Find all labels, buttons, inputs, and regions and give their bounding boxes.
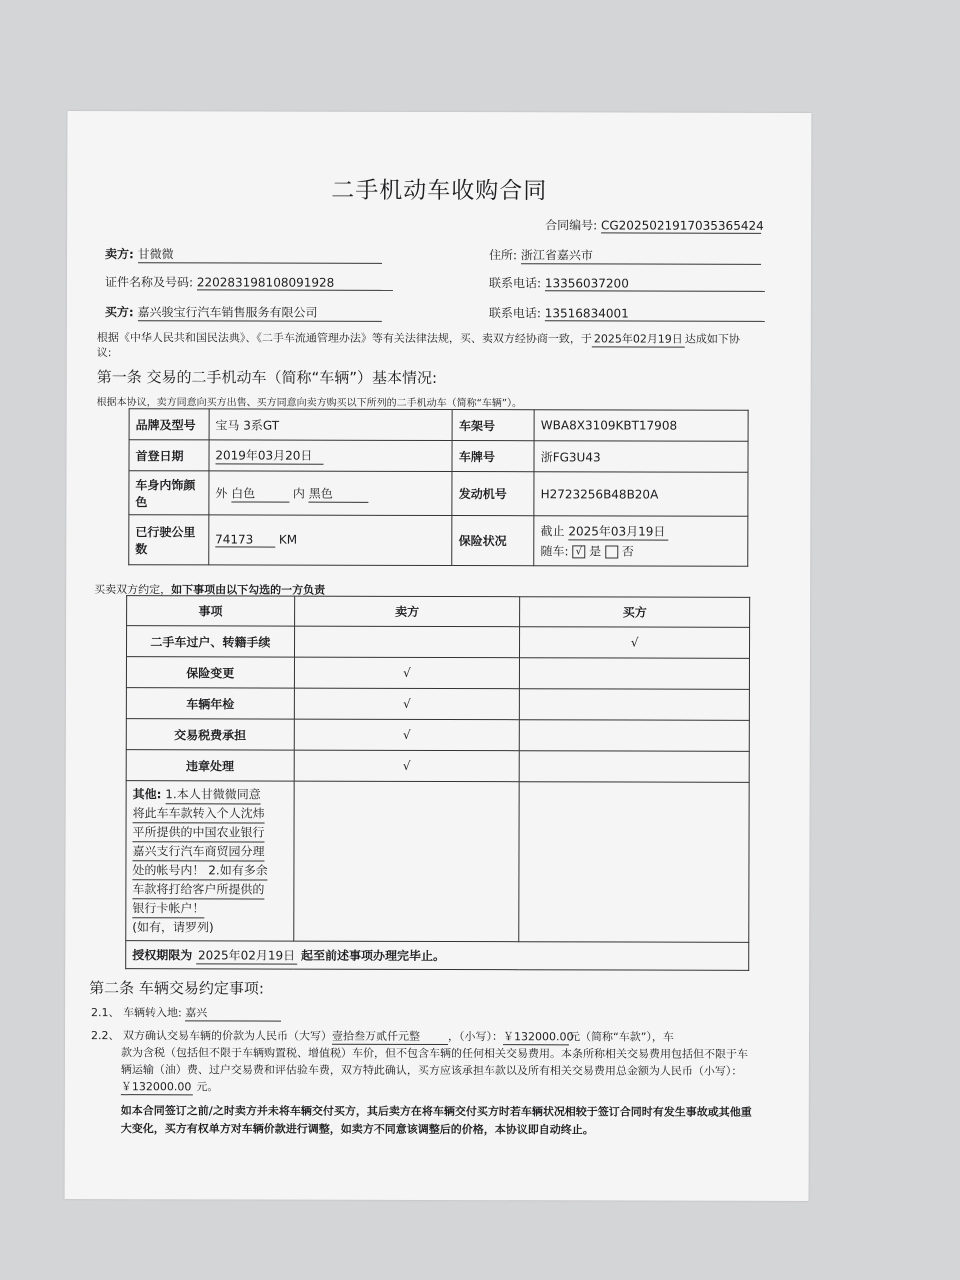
clause-2-2-line-1: 2.2、 双方确认交易车辆的价款为人民币（大写）壹拾叁万贰仟元整 ，（小写）：￥132000.00元（简称“车款”），车 bbox=[90, 1029, 674, 1044]
intro-line: 根据《中华人民共和国民法典》、《二手车流通管理办法》等有关法律法规，买、卖双方经协商一致，于 2025年02月19日 达成如下协 bbox=[96, 331, 740, 346]
reg-date-label: 首登日期 bbox=[129, 440, 209, 471]
vin-label: 车架号 bbox=[452, 410, 534, 441]
table-row: 车辆年检 √ bbox=[126, 688, 749, 721]
brand-value: 宝马 3系GT bbox=[209, 409, 453, 441]
interior-color: 黑色 bbox=[309, 484, 369, 502]
article-2-heading: 第二条 车辆交易约定事项: bbox=[89, 979, 264, 998]
vin-value: WBA8X3109KBT17908 bbox=[534, 410, 748, 442]
color-label: 车身内饰颜色 bbox=[129, 471, 209, 515]
duties-table bbox=[125, 595, 750, 971]
seller-phone: 13356037200 bbox=[545, 276, 765, 292]
vehicle-info-table bbox=[128, 408, 748, 567]
article-1-desc: 根据本协议，卖方同意向买方出售、买方同意向卖方购买以下所列的二手机动车（简称“车辆”）。 bbox=[96, 397, 523, 410]
brand-label: 品牌及型号 bbox=[129, 409, 209, 440]
buyer-name: 嘉兴骏宝行汽车销售服务有限公司 bbox=[138, 303, 382, 322]
plate-label: 车牌号 bbox=[452, 441, 534, 472]
bold-clause-line-1: 如本合同签订之前/之时卖方并未将车辆交付买方，其后卖方在将车辆交付买方时若车辆状况相较于签订合同时有发生事故或其他重 bbox=[120, 1104, 752, 1119]
other-row bbox=[126, 781, 749, 943]
clause-2-2-total: ￥132000.00 元。 bbox=[120, 1080, 219, 1094]
insurance-yes-checkbox: √ bbox=[572, 545, 585, 558]
clause-2-2-line-3: 辆运输（油）费、过户交易费和评估验车费，双方特此确认，买方应该承担车款以及所有相关交易费用总金额为人民币（小写）： bbox=[120, 1063, 743, 1078]
insurance-no-checkbox bbox=[605, 545, 618, 558]
exterior-color: 白色 bbox=[231, 484, 289, 502]
id-row: 证件名称及号码: 220283198108091928 bbox=[105, 273, 393, 291]
bold-clause-line-2: 大变化，买方有权单方对车辆价款进行调整，如卖方不同意该调整后的价格，本协议即自动终止。 bbox=[120, 1122, 594, 1137]
address-row: 住所: 浙江省嘉兴市 bbox=[489, 246, 761, 265]
seller-address: 浙江省嘉兴市 bbox=[521, 246, 761, 265]
clause-2-2-line-2: 款为含税（包括但不限于车辆购置税、增值税）车价，但不包含车辆的任何相关交易费用。本条所称相关交易费用包括但不限于车 bbox=[120, 1046, 748, 1061]
authorization-period: 授权期限为 2025年02月19日 起至前述事项办理完毕止。 bbox=[126, 941, 749, 971]
mileage-label: 已行驶公里数 bbox=[129, 515, 209, 565]
plate-value: 浙FG3U43 bbox=[534, 441, 748, 473]
intro-line-2: 议: bbox=[96, 346, 112, 360]
contract-number: 合同编号: CG2025021917035365424 bbox=[545, 218, 764, 233]
table-row: 交易税费承担 √ bbox=[126, 719, 749, 752]
buyer-row: 买方: 嘉兴骏宝行汽车销售服务有限公司 bbox=[105, 303, 382, 322]
buyer-phone: 13516834001 bbox=[545, 306, 765, 322]
seller-phone-row: 联系电话: 13356037200 bbox=[489, 274, 765, 292]
article-1-heading: 第一条 交易的二手机动车（简称“车辆”）基本情况: bbox=[96, 368, 438, 387]
reg-date-value: 2019年03月20日 bbox=[215, 446, 323, 464]
insurance-label: 保险状况 bbox=[452, 516, 534, 566]
other-terms: 其他: 1.本人甘微微同意 将此车车款转入个人沈炜 平所提供的中国农业银行 嘉兴支行汽车商贸园分理 处的帐号内！ 2.如有多余 车款将打给客户所提供的 银行卡帐户！ (如有，请罗列) bbox=[126, 781, 294, 941]
col-seller-header: 卖方 bbox=[294, 596, 520, 627]
insurance-value: 截止 2025年03月19日 随车: √ 是 否 bbox=[534, 516, 748, 567]
buyer-phone-row: 联系电话: 13516834001 bbox=[489, 304, 765, 322]
mileage-value: 74173 KM bbox=[209, 515, 453, 566]
seller-name: 甘微微 bbox=[138, 245, 382, 264]
contract-page bbox=[65, 111, 812, 1201]
col-buyer-header: 买方 bbox=[520, 597, 750, 628]
table-row: 保险变更 √ bbox=[126, 657, 749, 690]
duties-note: 买卖双方约定，如下事项由以下勾选的一方负责 bbox=[94, 583, 326, 597]
engine-label: 发动机号 bbox=[452, 472, 534, 516]
seller-id-number: 220283198108091928 bbox=[197, 275, 393, 291]
table-row: 二手车过户、转籍手续 √ bbox=[126, 626, 749, 659]
seller-row: 卖方: 甘微微 bbox=[105, 245, 382, 264]
table-row: 违章处理 √ bbox=[126, 750, 749, 783]
engine-value: H2723256B48B20A bbox=[534, 472, 748, 517]
clause-2-1: 2.1、 车辆转入地: 嘉兴 bbox=[91, 1004, 281, 1021]
col-item-header: 事项 bbox=[127, 596, 295, 626]
color-value: 外 白色 内 黑色 bbox=[209, 471, 453, 516]
page-title: 二手机动车收购合同 bbox=[331, 177, 548, 205]
